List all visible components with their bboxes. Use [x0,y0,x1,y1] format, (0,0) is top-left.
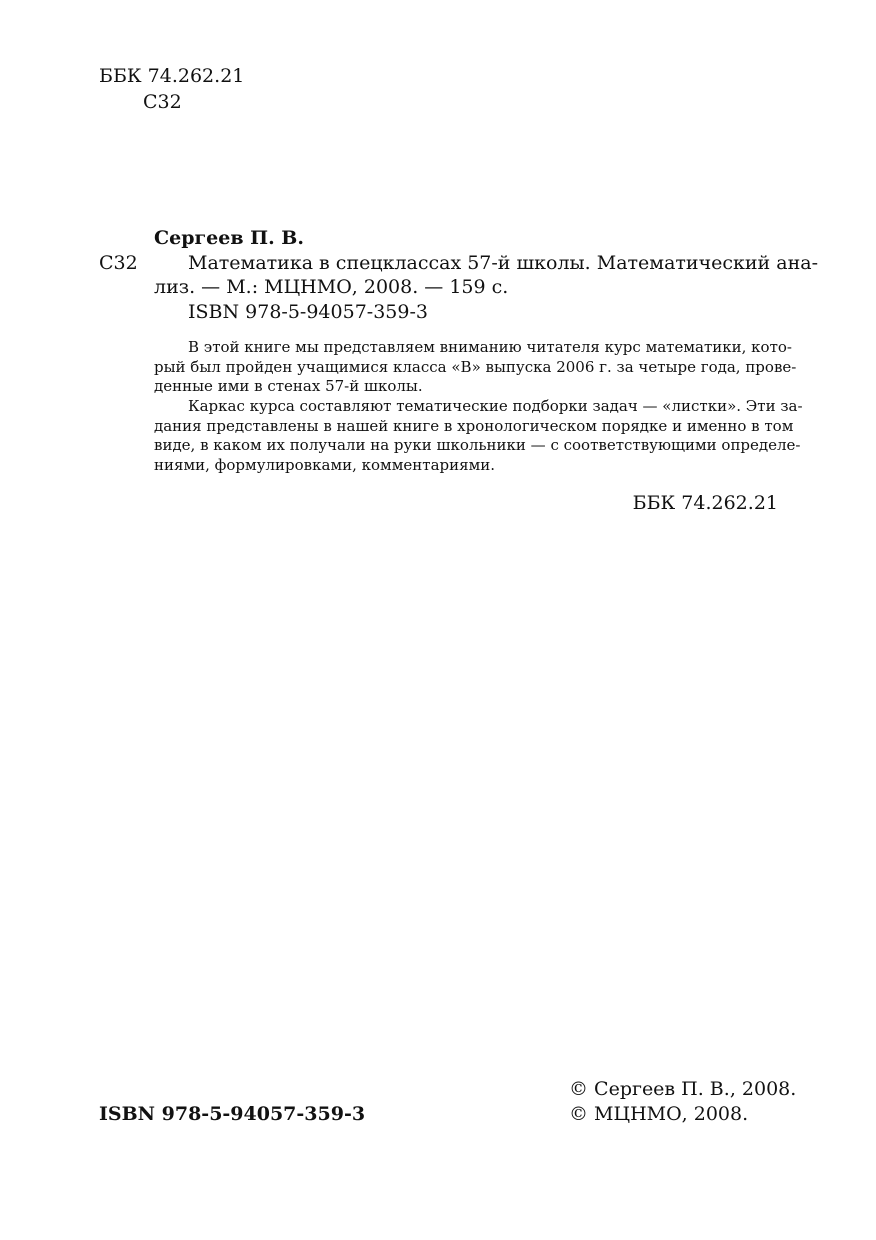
annotation-line: рый был пройден учащимися класса «В» выпуска 2006 г. за четыре года, прове- [154,358,797,376]
author-mark: С32 [143,91,182,113]
annotation-line: В этой книге мы представляем вниманию читателя курс математики, кото- [188,338,792,356]
annotation-line: дания представлены в нашей книге в хронологическом порядке и именно в том [154,417,794,435]
card-title-line-2: лиз. — М.: МЦНМО, 2008. — 159 с. [154,276,509,298]
annotation-line: денные ими в стенах 57-й школы. [154,377,423,395]
card-isbn: ISBN 978-5-94057-359-3 [188,301,428,323]
card-author: Сергеев П. В. [154,227,304,249]
card-bbk-right: ББК 74.262.21 [632,492,778,514]
annotation-line: виде, в каком их получали на руки школьники — с соответствующими определе- [154,436,801,454]
copyright-publisher: © МЦНМО, 2008. [569,1103,749,1125]
copyright-author: © Сергеев П. В., 2008. [569,1078,797,1100]
card-mark: С32 [99,252,138,274]
annotation-line: ниями, формулировками, комментариями. [154,456,496,474]
card-title-line-1: Математика в спецклассах 57-й школы. Математический ана- [188,252,818,274]
footer-isbn: ISBN 978-5-94057-359-3 [99,1103,366,1125]
annotation-line: Каркас курса составляют тематические подборки задач — «листки». Эти за- [188,397,803,415]
bbk-code: ББК 74.262.21 [99,65,245,87]
